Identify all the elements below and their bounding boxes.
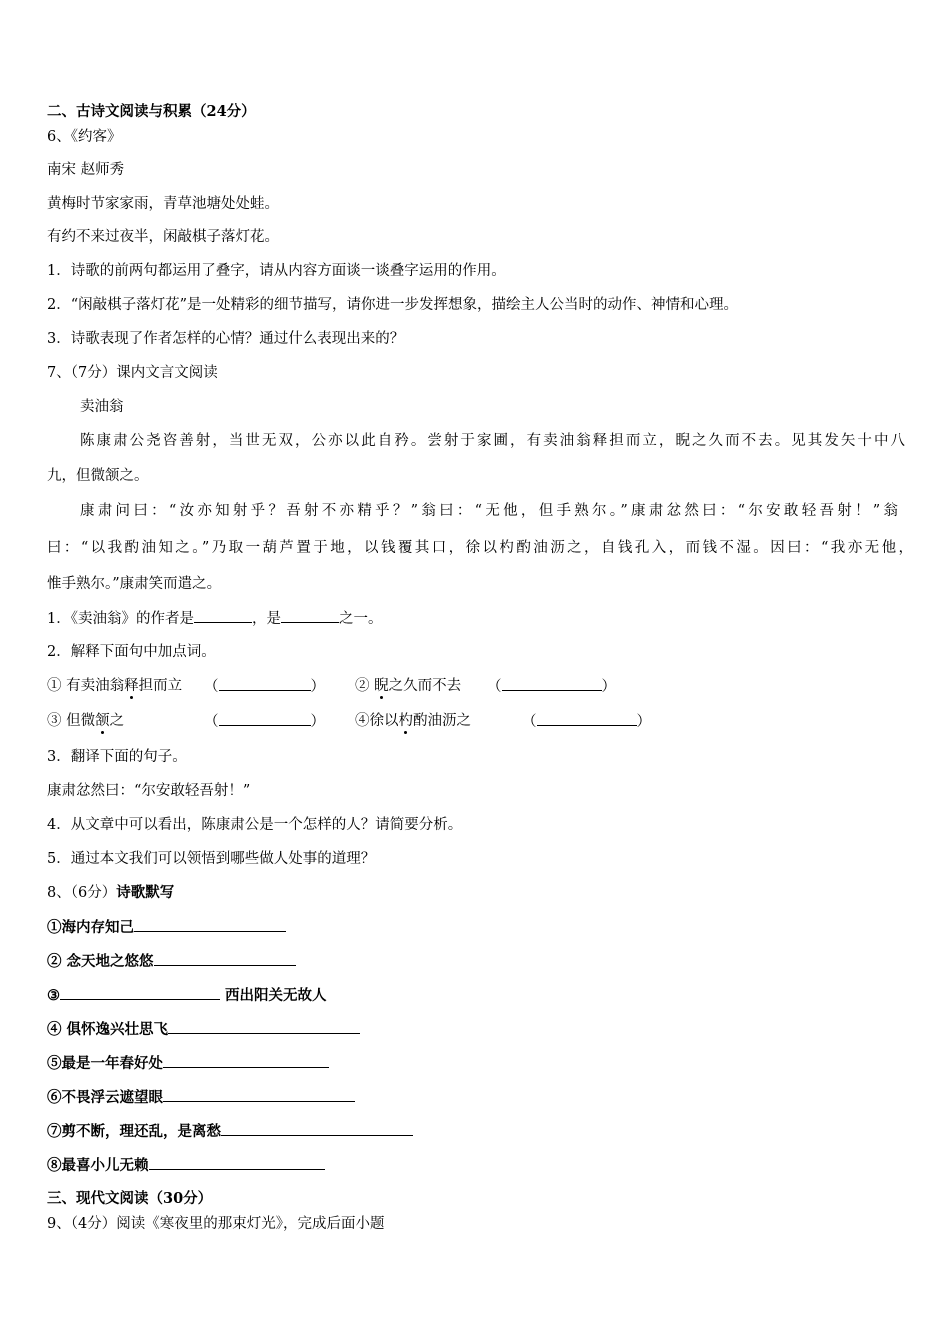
q7-para1-line1: 陈康肃公尧咨善射，当世无双，公亦以此自矜。尝射于家圃，有卖油翁释担而立，睨之久而不去。见其发矢十中八 [80, 433, 905, 449]
q6-poem-line1: 黄梅时节家家雨，青草池塘处处蛙。 [47, 196, 279, 212]
word-row-1 [47, 677, 907, 697]
recite-item-6: ⑥不畏浮云遮望眼 [47, 1088, 355, 1107]
word-item-1: ① 有卖油翁释担而立 [47, 678, 183, 694]
q7-para2-line1: 康肃问曰：“汝亦知射乎？吾射不亦精乎？”翁曰：“无他，但手熟尔。”康肃忿然曰：“尔安敢轻吾射！”翁 [80, 503, 898, 519]
group-blank[interactable] [281, 609, 339, 623]
recite-blank-1[interactable] [134, 918, 286, 932]
q7-para2-line3: 惟手熟尔。”康肃笑而遣之。 [47, 576, 222, 592]
q6-sub2: 2．“闲敲棋子落灯花”是一处精彩的细节描写，请你进一步发挥想象，描绘主人公当时的动作、神情和心理。 [47, 297, 739, 313]
recite-item-7: ⑦剪不断，理还乱，是离愁 [47, 1122, 413, 1141]
recite-item-1: ①海内存知己 [47, 918, 286, 937]
q7-sub1-text-b: ，是 [251, 611, 281, 627]
q7-sub3: 3．翻译下面的句子。 [47, 749, 187, 765]
word-item-3: ③ 但微颔之 [47, 713, 125, 729]
dotted-word-4: 杓 [398, 713, 413, 729]
answer-paren-2: （ ） [487, 679, 616, 695]
dotted-word-1: 释 [124, 678, 139, 694]
recite-item-8: ⑧最喜小儿无赖 [47, 1156, 325, 1175]
answer-blank-2[interactable] [502, 677, 602, 691]
recite-blank-4[interactable] [168, 1020, 360, 1034]
q7-sub3-sentence: 康肃忿然曰：“尔安敢轻吾射！” [47, 783, 251, 799]
recite-item-3: ③ 西出阳关无故人 [47, 987, 327, 1004]
answer-blank-1[interactable] [219, 677, 311, 691]
recite-blank-7[interactable] [221, 1122, 413, 1136]
word-row-2 [47, 712, 907, 732]
q7-sub1-text-c: 之一。 [338, 611, 383, 627]
answer-blank-3[interactable] [219, 712, 311, 726]
section2-heading: 二、古诗文阅读与积累（24分） [47, 103, 256, 120]
q7-sub2: 2．解释下面句中加点词。 [47, 644, 216, 660]
q6-poem-line2: 有约不来过夜半，闲敲棋子落灯花。 [47, 229, 279, 245]
q7-sub1 [47, 609, 382, 628]
recite-blank-6[interactable] [163, 1088, 355, 1102]
recite-item-5: ⑤最是一年春好处 [47, 1054, 329, 1073]
recite-blank-8[interactable] [149, 1156, 325, 1170]
word-item-2: ② 睨之久而不去 [355, 678, 462, 694]
q6-sub3: 3．诗歌表现了作者怎样的心情？通过什么表现出来的？ [47, 331, 405, 347]
word-item-4: ④徐以杓酌油沥之 [355, 713, 471, 729]
recite-item-2: ② 念天地之悠悠 [47, 952, 296, 971]
q7-para2-line2: 曰：“以我酌油知之。”乃取一葫芦置于地，以钱覆其口，徐以杓酌油沥之，自钱孔入，而钱不湿。因曰：“我亦无他， [47, 540, 913, 556]
recite-blank-2[interactable] [154, 952, 296, 966]
q7-para1-line2: 九，但微颔之。 [47, 468, 149, 484]
q8-title: 8、（6分）诗歌默写 [47, 884, 175, 901]
q9-title: 9、（4分）阅读《寒夜里的那束灯光》，完成后面小题 [47, 1216, 385, 1232]
recite-blank-5[interactable] [163, 1054, 329, 1068]
q6-author: 南宋 赵师秀 [47, 162, 125, 178]
answer-paren-4: （ ） [522, 714, 651, 730]
author-blank[interactable] [194, 609, 252, 623]
answer-paren-3: （ ） [204, 714, 325, 730]
q7-title: 7、（7分）课内文言文阅读 [47, 365, 218, 381]
answer-paren-1: （ ） [204, 679, 325, 695]
q7-sub5: 5．通过本文我们可以领悟到哪些做人处事的道理？ [47, 851, 376, 867]
dotted-word-2: 睨 [374, 678, 389, 694]
q6-title: 6、《约客》 [47, 129, 122, 145]
recite-item-4: ④ 俱怀逸兴壮思飞 [47, 1020, 360, 1039]
q7-sub1-text-a: 1．《卖油翁》的作者是 [47, 611, 194, 627]
q6-sub1: 1．诗歌的前两句都运用了叠字，请从内容方面谈一谈叠字运用的作用。 [47, 263, 506, 279]
dotted-word-3: 颔 [95, 713, 110, 729]
section3-heading: 三、现代文阅读（30分） [47, 1190, 213, 1207]
recite-blank-3[interactable] [60, 986, 220, 1000]
answer-blank-4[interactable] [537, 712, 637, 726]
q7-essay-title: 卖油翁 [80, 399, 124, 415]
q7-sub4: 4．从文章中可以看出，陈康肃公是一个怎样的人？请简要分析。 [47, 817, 463, 833]
